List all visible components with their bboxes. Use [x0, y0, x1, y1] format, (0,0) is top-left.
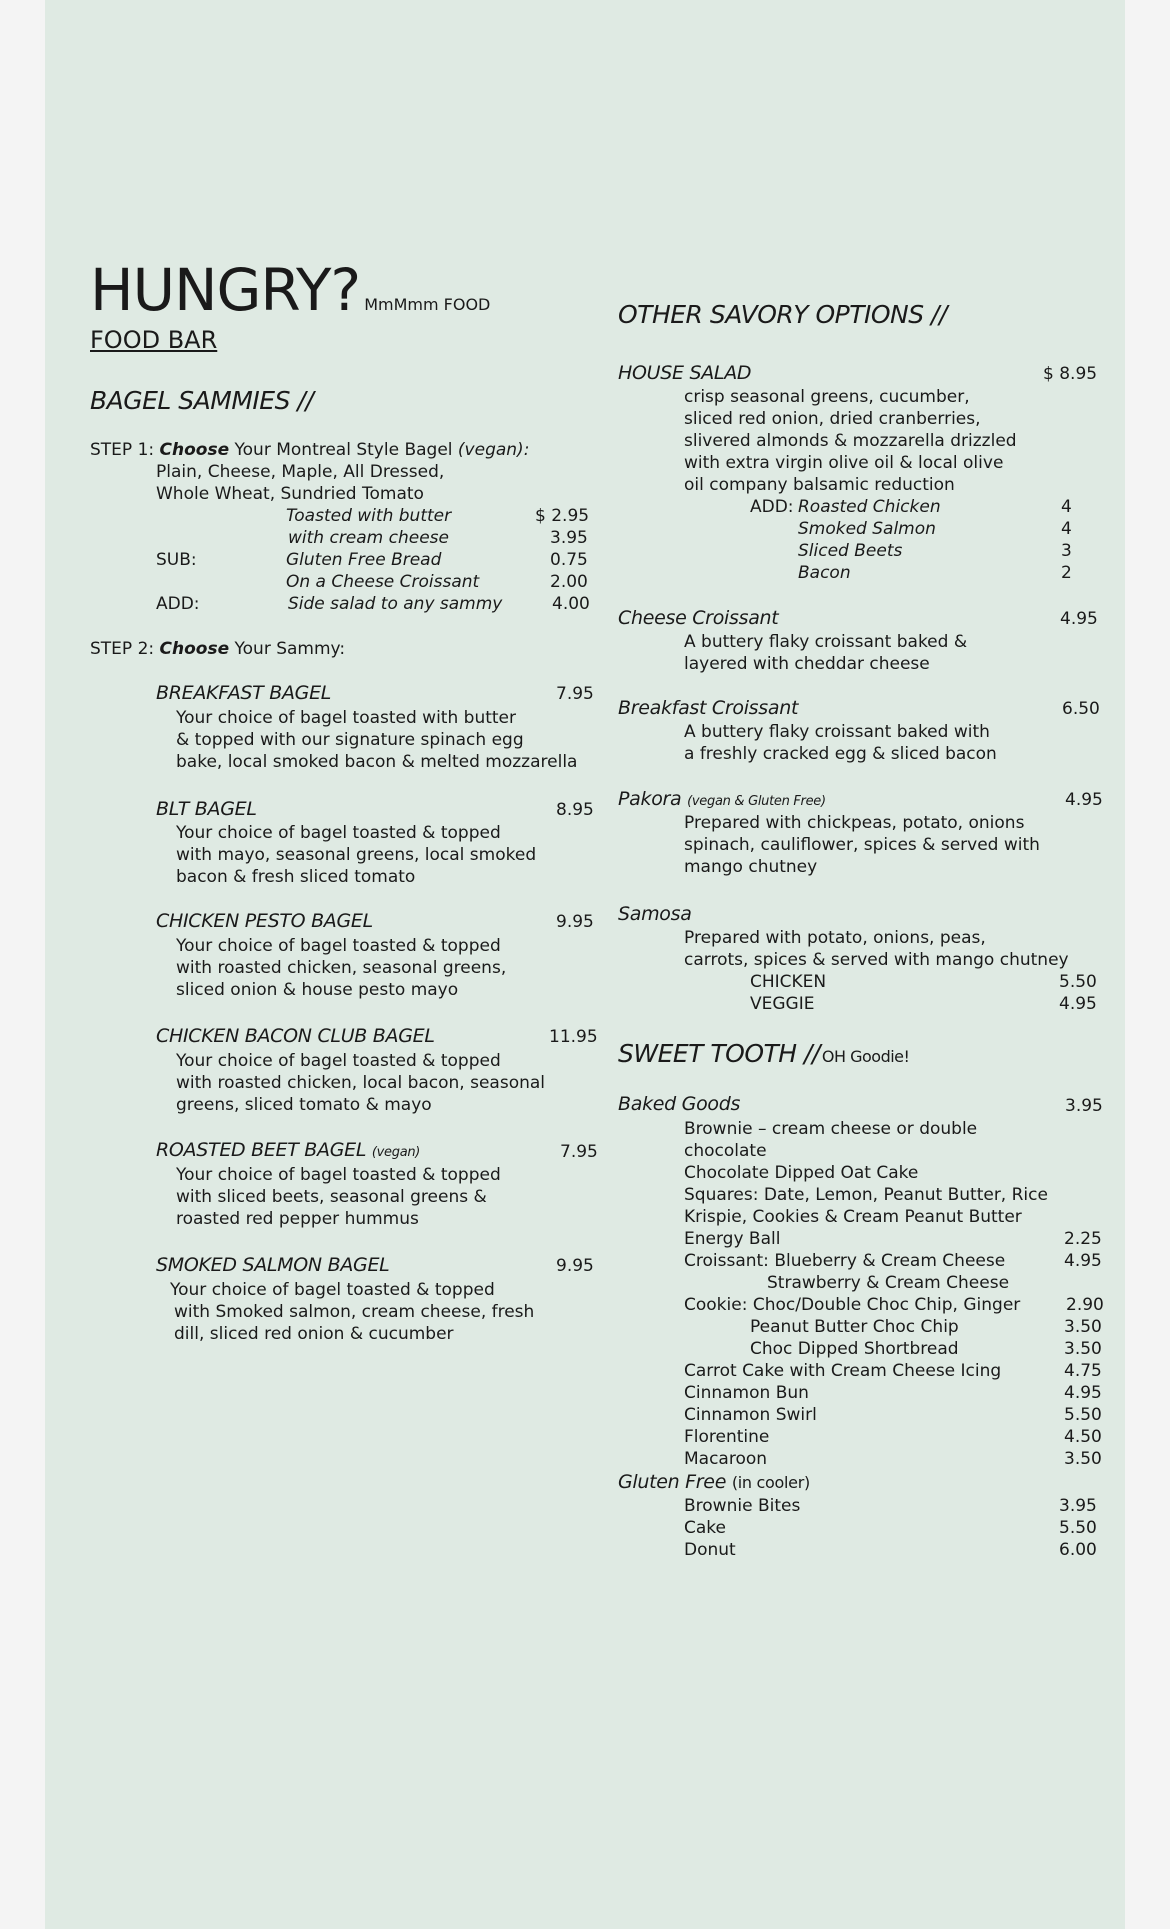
list-item-price: 4.50 — [1064, 1427, 1102, 1447]
food-bar-label: FOOD BAR — [90, 326, 218, 354]
list-item: chocolate — [684, 1141, 767, 1161]
list-item: Brownie Bites — [684, 1496, 801, 1516]
step1-line: STEP 1: Choose Your Montreal Style Bagel (vegan): — [90, 440, 530, 460]
list-item-price: 5.50 — [1064, 1405, 1102, 1425]
savory-heading: OTHER SAVORY OPTIONS // — [618, 300, 947, 329]
item-price: 4.95 — [1060, 609, 1098, 629]
item-name: SMOKED SALMON BAGEL — [156, 1254, 390, 1276]
step2-line: STEP 2: Choose Your Sammy: — [90, 639, 346, 659]
list-item-price: 4.95 — [1064, 1251, 1102, 1271]
item-name: CHICKEN BACON CLUB BAGEL — [156, 1025, 435, 1047]
add-label: ADD: — [750, 497, 794, 517]
list-item-price: 4.75 — [1064, 1361, 1102, 1381]
list-item: Cake — [684, 1518, 726, 1538]
bagel-options-line1: Plain, Cheese, Maple, All Dressed, — [156, 462, 445, 482]
add-price: 2 — [1061, 563, 1072, 583]
row-label: ADD: — [156, 594, 200, 614]
item-name: Samosa — [618, 903, 692, 925]
item-name: Breakfast Croissant — [618, 697, 799, 719]
samosa-option-name: VEGGIE — [750, 994, 815, 1014]
item-description: A buttery flaky croissant baked & layered with cheddar cheese — [684, 632, 968, 674]
item-note: (vegan & Gluten Free) — [687, 794, 826, 809]
item-description: Your choice of bagel toasted & topped with mayo, seasonal greens, local smoked bacon & fresh sliced tomato — [176, 823, 537, 887]
item-price: 8.95 — [556, 800, 594, 820]
list-item-price: 2.90 — [1066, 1295, 1104, 1315]
add-price: 3 — [1061, 541, 1072, 561]
item-price: 7.95 — [560, 1142, 598, 1162]
item-price: 9.95 — [556, 912, 594, 932]
samosa-option-price: 5.50 — [1059, 972, 1097, 992]
item-price: 11.95 — [549, 1027, 598, 1047]
bagel-sammies-heading: BAGEL SAMMIES // — [90, 386, 314, 415]
item-note: (vegan) — [371, 1145, 421, 1160]
list-item: Peanut Butter Choc Chip — [750, 1317, 959, 1337]
list-item: Cookie: Choc/Double Choc Chip, Ginger — [684, 1295, 1021, 1315]
item-price: 9.95 — [556, 1256, 594, 1276]
gluten-free-note: (in cooler) — [731, 1473, 810, 1492]
baked-goods-price: 3.95 — [1065, 1096, 1103, 1116]
item-price: 7.95 — [556, 684, 594, 704]
list-item: Cinnamon Swirl — [684, 1405, 817, 1425]
item-description: A buttery flaky croissant baked with a freshly cracked egg & sliced bacon — [684, 722, 997, 764]
add-name: Sliced Beets — [798, 541, 903, 561]
row-name: with cream cheese — [288, 528, 450, 548]
item-name: ROASTED BEET BAGEL (vegan) — [156, 1139, 421, 1161]
row-label: SUB: — [156, 550, 197, 570]
header — [90, 256, 490, 324]
bagel-options-line2: Whole Wheat, Sundried Tomato — [156, 484, 424, 504]
list-item-price: 6.00 — [1059, 1540, 1097, 1560]
list-item-price: 3.50 — [1064, 1339, 1102, 1359]
row-price: 2.00 — [550, 572, 588, 592]
row-price: 0.75 — [550, 550, 588, 570]
item-name: HOUSE SALAD — [618, 362, 752, 384]
sweet-tooth-heading: SWEET TOOTH // OH Goodie! — [618, 1039, 910, 1068]
item-name: Cheese Croissant — [618, 607, 779, 629]
row-price: $ 2.95 — [535, 506, 590, 526]
samosa-option-name: CHICKEN — [750, 972, 827, 992]
item-price: 6.50 — [1062, 699, 1100, 719]
item-price: 4.95 — [1065, 790, 1103, 810]
list-item-price: 3.50 — [1064, 1317, 1102, 1337]
samosa-option-price: 4.95 — [1059, 994, 1097, 1014]
item-description: Your choice of bagel toasted & topped with roasted chicken, local bacon, seasonal greens, sliced tomato & mayo — [176, 1051, 546, 1115]
add-price: 4 — [1061, 497, 1072, 517]
gluten-free-heading: Gluten Free (in cooler) — [618, 1471, 810, 1493]
page-subtitle: MmMmm FOOD — [364, 295, 491, 314]
item-description: Your choice of bagel toasted & topped with roasted chicken, seasonal greens, sliced onion & house pesto mayo — [176, 936, 507, 1000]
list-item: Chocolate Dipped Oat Cake — [684, 1163, 919, 1183]
page-title: HUNGRY? — [90, 256, 361, 324]
row-name: Side salad to any sammy — [288, 594, 503, 614]
item-name: Pakora (vegan & Gluten Free) — [618, 788, 826, 810]
list-item-price: 3.50 — [1064, 1449, 1102, 1469]
item-description: Prepared with potato, onions, peas, carrots, spices & served with mango chutney — [684, 928, 1069, 970]
item-description: Your choice of bagel toasted & topped with Smoked salmon, cream cheese, fresh dill, sliced red onion & cucumber — [170, 1280, 535, 1344]
list-item: Cinnamon Bun — [684, 1383, 809, 1403]
list-item: Krispie, Cookies & Cream Peanut Butter — [684, 1207, 1022, 1227]
item-name: CHICKEN PESTO BAGEL — [156, 910, 373, 932]
list-item: Strawberry & Cream Cheese — [767, 1273, 1010, 1293]
add-name: Bacon — [798, 563, 851, 583]
list-item-price: 5.50 — [1059, 1518, 1097, 1538]
list-item: Croissant: Blueberry & Cream Cheese — [684, 1251, 1006, 1271]
list-item: Florentine — [684, 1427, 770, 1447]
add-price: 4 — [1061, 519, 1072, 539]
add-name: Roasted Chicken — [798, 497, 941, 517]
item-description: Your choice of bagel toasted & topped with sliced beets, seasonal greens & roasted red pepper hummus — [176, 1165, 501, 1229]
row-price: 3.95 — [550, 528, 588, 548]
list-item: Energy Ball — [684, 1229, 781, 1249]
item-description: Prepared with chickpeas, potato, onions spinach, cauliflower, spices & served with mango chutney — [684, 813, 1040, 877]
list-item-price: 4.95 — [1064, 1383, 1102, 1403]
row-name: Gluten Free Bread — [286, 550, 442, 570]
list-item: Brownie – cream cheese or double — [684, 1119, 978, 1139]
item-name: BREAKFAST BAGEL — [156, 682, 332, 704]
list-item: Carrot Cake with Cream Cheese Icing — [684, 1361, 1002, 1381]
item-name: BLT BAGEL — [156, 798, 257, 820]
list-item: Macaroon — [684, 1449, 768, 1469]
menu-page — [45, 0, 1125, 1929]
item-description: Your choice of bagel toasted with butter & topped with our signature spinach egg bake, local smoked bacon & melted mozzarella — [176, 708, 578, 772]
add-name: Smoked Salmon — [798, 519, 936, 539]
row-price: 4.00 — [552, 594, 590, 614]
item-description: crisp seasonal greens, cucumber, sliced red onion, dried cranberries, slivered almonds & mozzarella drizzled with extra virgin olive oil & local olive oil company balsamic reduction — [684, 387, 1017, 495]
list-item-price: 3.95 — [1059, 1496, 1097, 1516]
row-name: On a Cheese Croissant — [286, 572, 480, 592]
list-item-price: 2.25 — [1064, 1229, 1102, 1249]
list-item: Choc Dipped Shortbread — [750, 1339, 959, 1359]
list-item: Donut — [684, 1540, 736, 1560]
row-name: Toasted with butter — [286, 506, 452, 526]
sweet-tooth-subtitle: OH Goodie! — [821, 1047, 910, 1066]
item-price: $ 8.95 — [1043, 364, 1098, 384]
list-item: Squares: Date, Lemon, Peanut Butter, Rice — [684, 1185, 1048, 1205]
baked-goods-name: Baked Goods — [618, 1093, 741, 1115]
